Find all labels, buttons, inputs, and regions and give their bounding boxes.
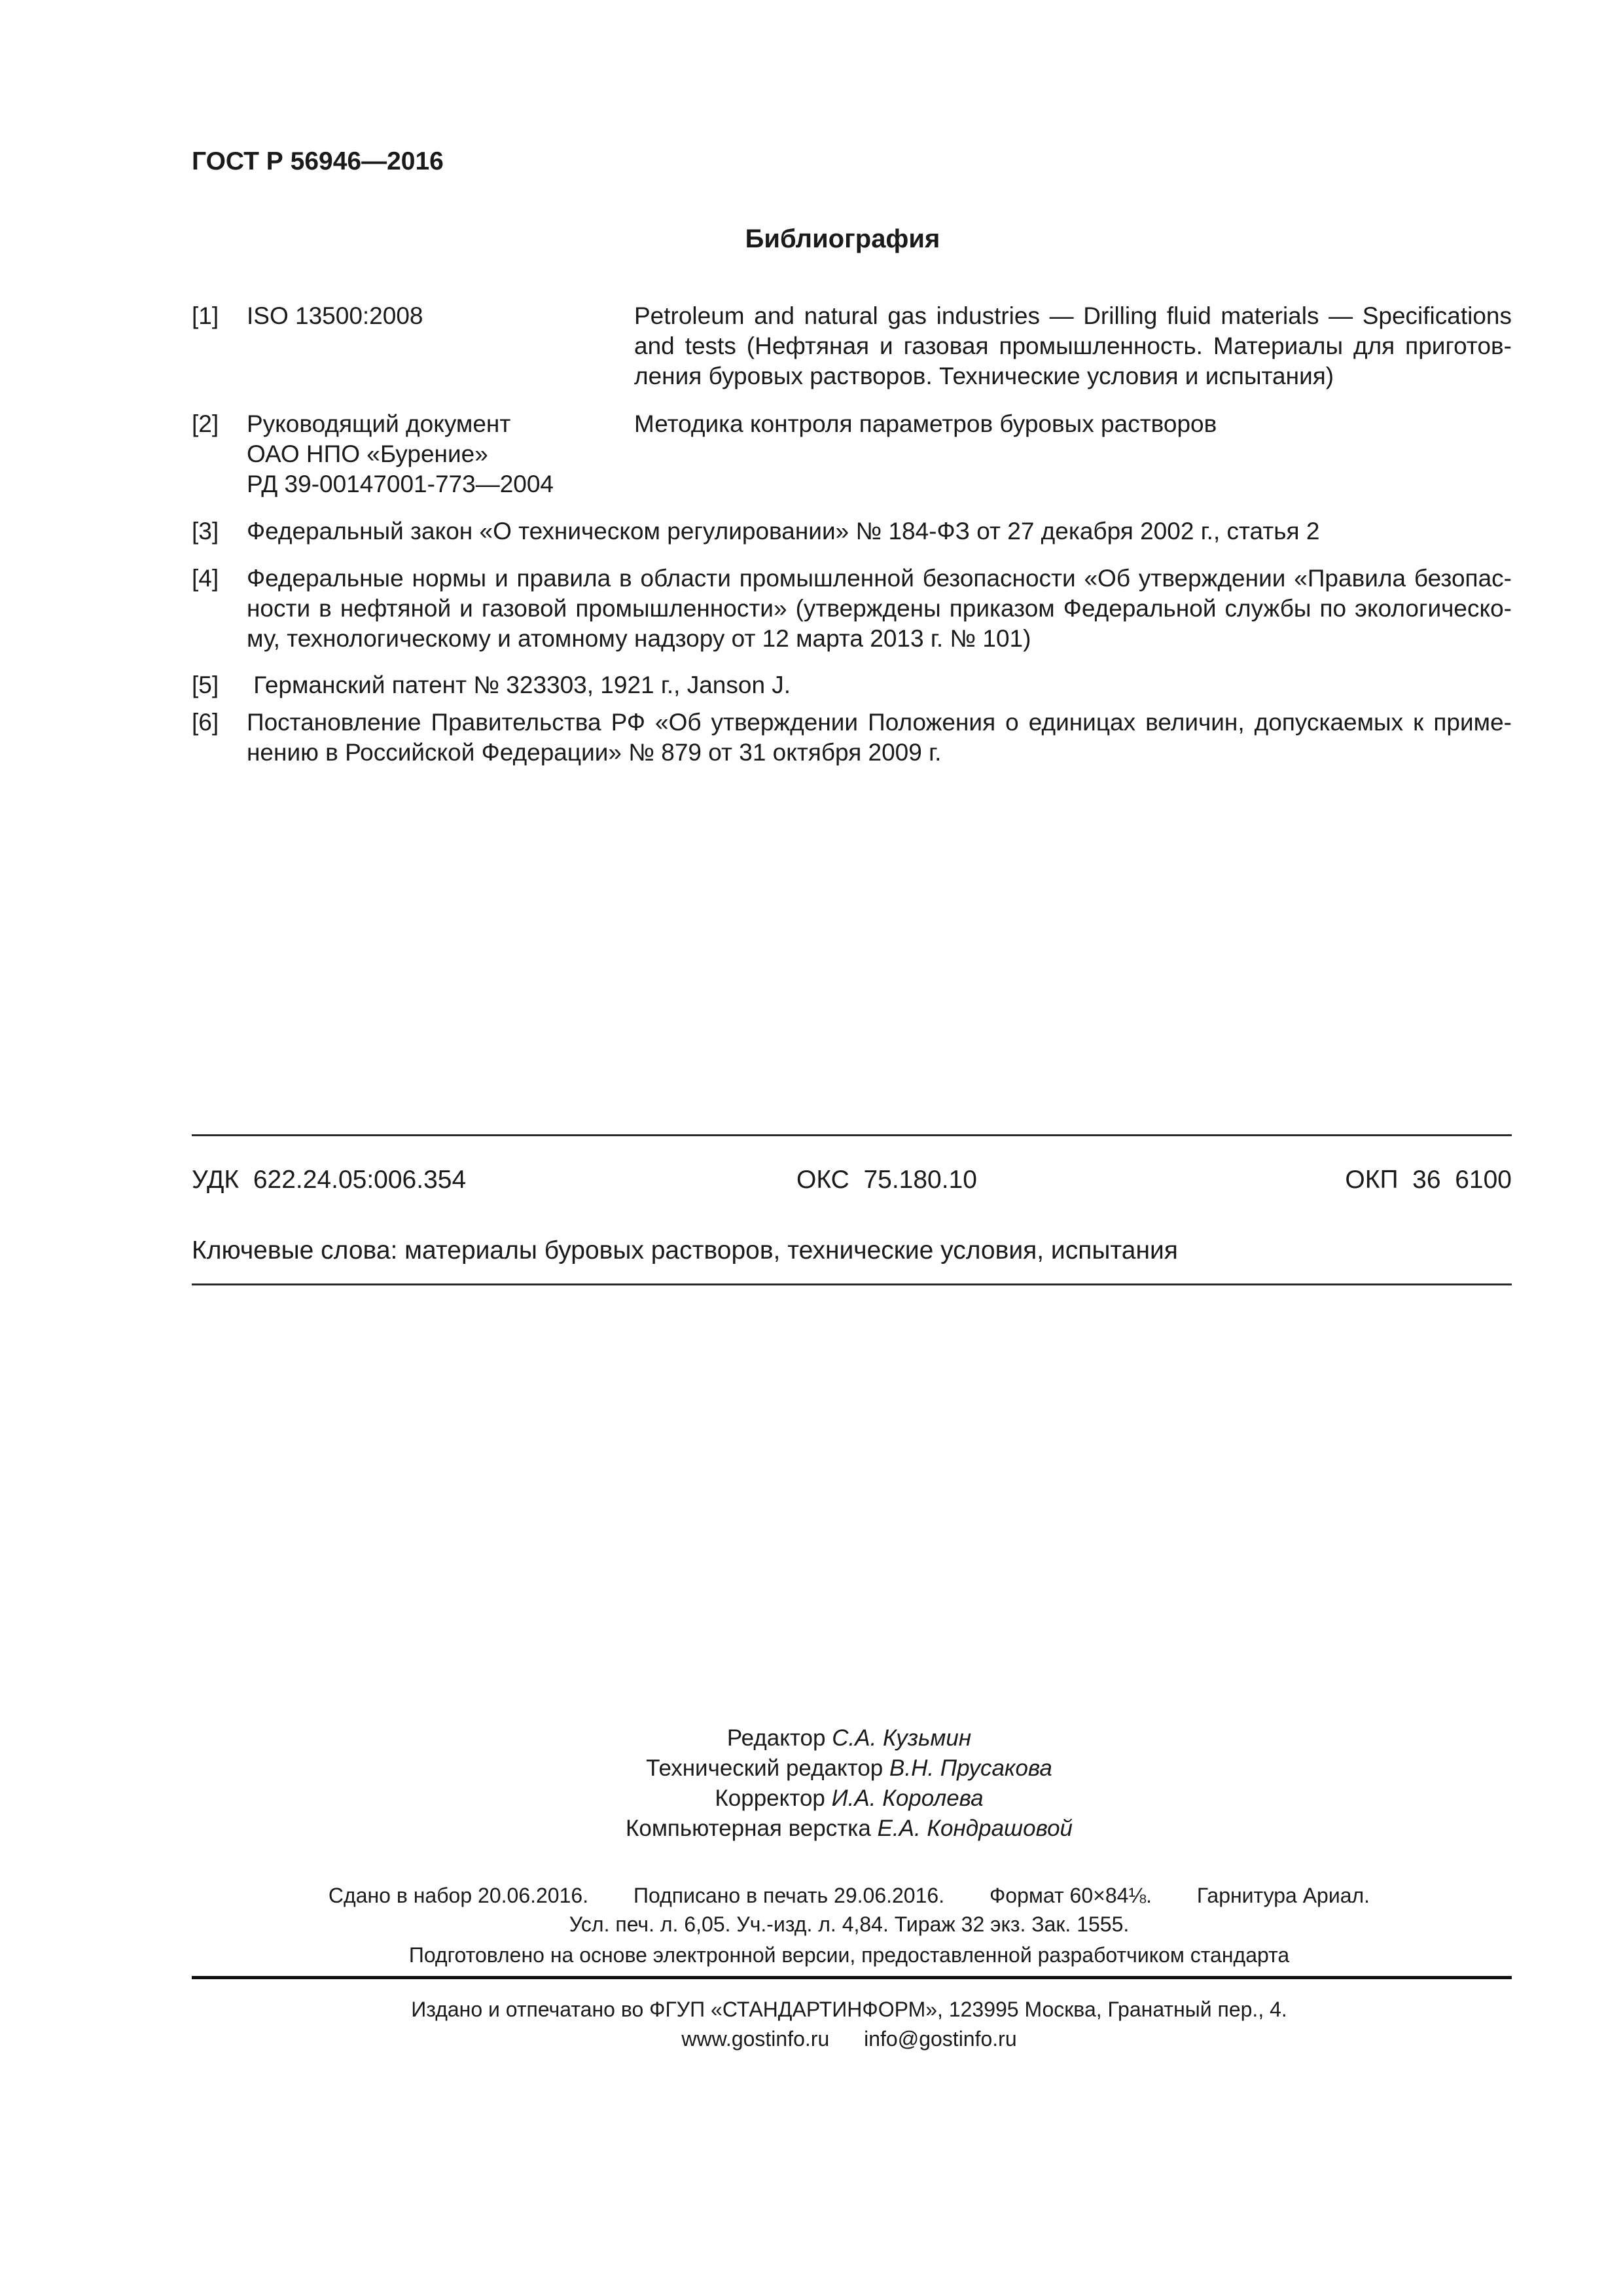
divider xyxy=(192,1283,1512,1285)
editor-role: Технический редактор xyxy=(646,1755,883,1781)
entry-title xyxy=(247,670,1512,700)
keywords: Ключевые слова: материалы буровых растворов, технические условия, испытания xyxy=(192,1236,1178,1265)
publisher-info xyxy=(0,1995,1623,2054)
entry-source: ISO 13500:2008 xyxy=(247,302,423,329)
oks-code: ОКС 75.180.10 xyxy=(796,1166,977,1194)
entry-number: [6] xyxy=(192,709,219,736)
entry-line: Методика контроля параметров буровых растворов xyxy=(634,410,1217,437)
entry-line: му, технологическому и атомному надзору от 12 марта 2013 г. № 101) xyxy=(247,625,1031,652)
document-code: ГОСТ Р 56946—2016 xyxy=(192,147,444,175)
bibliography-entry xyxy=(192,670,1512,700)
entry-source xyxy=(247,409,633,499)
print-details: Усл. печ. л. 6,05. Уч.-изд. л. 4,84. Тираж 32 экз. Зак. 1555. xyxy=(569,1912,1130,1936)
editor-name: В.Н. Прусакова xyxy=(889,1755,1052,1781)
editor-role: Компьютерная верстка xyxy=(625,1816,871,1841)
entry-line: Постановление Правительства РФ «Об утверждении Положения о единицах величин, допускаемых к приме- xyxy=(247,709,1512,736)
publisher-website: www.gostinfo.ru xyxy=(681,2027,830,2051)
entry-line: and tests (Нефтяная и газовая промышленность. Материалы для приготов- xyxy=(634,332,1512,359)
entry-source-line: РД 39-00147001-773—2004 xyxy=(247,471,554,497)
entry-source-line: Руководящий документ xyxy=(247,410,511,437)
entry-title xyxy=(634,409,1512,439)
entry-number: [2] xyxy=(192,410,219,437)
thick-divider xyxy=(192,1976,1512,1979)
okp-code: ОКП 36 6100 xyxy=(1345,1166,1512,1194)
udk-code: УДК 622.24.05:006.354 xyxy=(192,1166,467,1194)
editor-role: Редактор xyxy=(726,1725,826,1751)
editor-name: И.А. Королева xyxy=(831,1785,984,1811)
entry-source-line: ОАО НПО «Бурение» xyxy=(247,440,488,467)
editor-line xyxy=(0,1814,1623,1844)
entry-number: [3] xyxy=(192,518,219,545)
submitted-date: Сдано в набор 20.06.2016. xyxy=(328,1884,589,1907)
editor-name: Е.А. Кондрашовой xyxy=(877,1816,1073,1841)
prepared-note: Подготовлено на основе электронной версии, предоставленной разработчиком стандарта xyxy=(408,1943,1290,1967)
typeface-info: Гарнитура Ариал. xyxy=(1196,1884,1370,1907)
bibliography-entry xyxy=(192,409,1512,501)
entry-line: ности в нефтяной и газовой промышленности» (утверждены приказом Федеральной службы по экологическо- xyxy=(247,595,1512,622)
bibliography-entry xyxy=(192,301,1512,393)
entry-title xyxy=(247,516,1512,547)
entry-line: нению в Российской Федерации» № 879 от 31 октября 2009 г. xyxy=(247,739,942,766)
publisher-email: info@gostinfo.ru xyxy=(864,2027,1017,2051)
entry-line: ления буровых растворов. Технические условия и испытания) xyxy=(634,363,1334,389)
classification-row xyxy=(192,1166,1512,1198)
bibliography-entry xyxy=(192,564,1512,655)
bibliography-title: Библиография xyxy=(745,224,940,253)
divider xyxy=(192,1134,1512,1136)
entry-title xyxy=(634,301,1512,391)
entry-line: Федеральные нормы и правила в области промышленной безопасности «Об утверждении «Правила безопас- xyxy=(247,565,1512,592)
entry-line: Petroleum and natural gas industries — Drilling fluid materials — Specifications xyxy=(634,302,1512,329)
entry-number: [4] xyxy=(192,565,219,592)
editors-block xyxy=(0,1723,1623,1844)
publisher-address: Издано и отпечатано во ФГУП «СТАНДАРТИНФОРМ», 123995 Москва, Гранатный пер., 4. xyxy=(411,1998,1287,2021)
signed-date: Подписано в печать 29.06.2016. xyxy=(633,1884,945,1907)
print-info xyxy=(0,1881,1623,1939)
editor-role: Корректор xyxy=(715,1785,825,1811)
editor-line xyxy=(0,1723,1623,1753)
format-info: Формат 60×84⅛. xyxy=(989,1884,1152,1907)
bibliography-entry xyxy=(192,516,1512,547)
bibliography-entry xyxy=(192,708,1512,769)
entry-title xyxy=(247,564,1512,654)
entry-title xyxy=(247,708,1512,768)
entry-line: Германский патент № 323303, 1921 г., Janson J. xyxy=(247,672,791,698)
editor-line xyxy=(0,1753,1623,1784)
entry-line: Федеральный закон «О техническом регулировании» № 184-ФЗ от 27 декабря 2002 г., статья 2 xyxy=(247,518,1320,545)
entry-number: [5] xyxy=(192,672,219,698)
editor-name: С.А. Кузьмин xyxy=(832,1725,972,1751)
entry-number: [1] xyxy=(192,302,219,329)
editor-line xyxy=(0,1784,1623,1814)
